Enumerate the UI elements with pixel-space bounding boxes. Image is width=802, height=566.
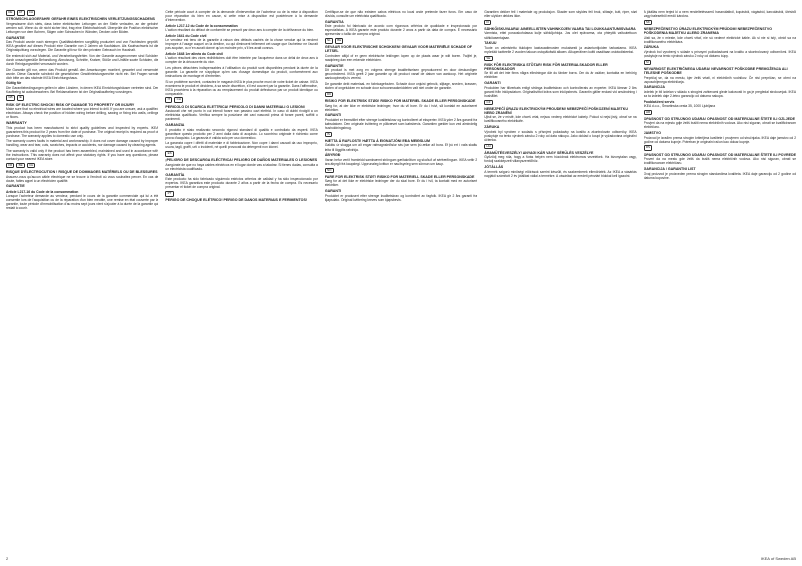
body-paragraph: Produkten har tillverkats enligt stränga kvalitetskrav och kontrollerats av experter. IKEA lämnar 2 års garanti från inköpsdatum. Originalkvittot krävs som inköpsbevis. Garantin gäller endast vid användning i hushållet. [484, 85, 637, 98]
text-column-2 [165, 10, 317, 550]
section-heading: RISK FÖR ELEKTRISKA STÖTAR! RISK FÖR MATERIALSKADOR ELLER PERSONSKADOR [484, 62, 608, 71]
text-column-4 [484, 10, 636, 550]
section-heading: ZÁRUKA [484, 125, 500, 130]
language-code-badge: IS [325, 132, 332, 138]
section-heading: JÓTÁLLÁS [484, 164, 504, 169]
body-paragraph: Il prodotto è stato realizzato secondo rigorosi standard di qualità e controllato da esperti. IKEA garantisce questo prodotto per 2 anni dalla data di acquisto. Lo scontrino originale è richiesto come prova d'acquisto. La garanzia è valida solo per uso domestico. [165, 127, 318, 140]
body-paragraph: Asegúrate de que no haya cables eléctricos en el lugar donde vas a taladrar. Si tienes dudas, consulta a un electricista cualificado. [165, 162, 318, 171]
text-column-5 [644, 10, 796, 550]
body-paragraph: Sørg for at det ikke er elektriske ledninger der du skal bore. Er du i tvil, ta kontakt med en autorisert elektriker. [324, 179, 478, 188]
language-code-badge: ES [165, 151, 173, 157]
body-paragraph: Sie erstreckt sich auf Material- und Verarbeitungsfehler. Von der Garantie ausgenommen sind Schäden durch unsachgemäße Behandlung, Abnutzung, Schnitte, Kratzer, Stöße und Unfälle sowie Schäden, die durch Reinigungsmittel verursacht wurden. [6, 53, 159, 67]
section-heading: ¡PELIGRO DE DESCARGA ELÉCTRICA! PELIGRO DE DAÑOS MATERIALES O LESIONES [165, 158, 318, 163]
body-paragraph: Les pièces détachées indispensables à l'utilisation du produit sont disponibles pendant la durée de la garantie. La garantie ne s'applique qu'en cas d'usage domestique du produit, conformément aux instructions de montage et d'entretien. [165, 65, 318, 79]
section-heading: GARANTIE [324, 63, 344, 68]
body-paragraph: Výrobok bol vyrobený v súlade s prísnymi požiadavkami na kvalitu a skontrolovaný odborníkmi. IKEA poskytuje na tento výrobok záruku 2 roky od dátumu kúpy. [643, 49, 797, 58]
body-paragraph: Este producto ha sido fabricado siguiendo estrictos criterios de calidad y ha sido inspeccionado por expertos. IKEA garantiza este producto durante 2 años a partir de la fecha de compra. Es necesario presentar el ticket de compra original. [165, 177, 318, 190]
section-heading: RISIKO FOR ELEKTRISK STØD! RISIKO FOR MATERIEL SKADE ELLER PERSONSKADE [324, 98, 476, 103]
body-paragraph: Izdelek je bil izdelan v skladu s strogimi zahtevami glede kakovosti in ga je pregledal strokovnjak. IKEA za ta izdelek daje 2-letno garancijo od datuma nakupa. [643, 89, 797, 98]
body-paragraph: IKEA d.o.o., Šmartinska cesta 35, 1000 Ljubljana [643, 103, 716, 108]
language-codes [6, 163, 158, 169]
body-paragraph: Vergewissere dich stets, dass keine elektrischen Leitungen an der Stelle verlaufen, an der gebohrt werden soll. Wenn du dir nicht sicher bist, frag eine Elektrofachkraft. Überprüfe die Position elektrischer Leitungen vor dem Bohren, Sägen oder Schrauben in Wänden, Decken oder Böden. [6, 21, 159, 34]
body-paragraph: A termék szigorú minőségi előírások szerint készült, és szakemberek ellenőrizték. Az IKEA a vásárlás napjától számított 2 év jótállást vállal a termékre. A vásárlást az eredeti pénztári blokkal kell igazolni. [484, 169, 637, 178]
language-code-badge: IT [165, 97, 172, 103]
language-code-badge: SE [484, 56, 492, 62]
section-heading: GARANTIA [324, 19, 344, 24]
language-codes [484, 144, 636, 150]
page-footer [6, 554, 796, 563]
body-paragraph: Gakktu úr skugga um að engar rafmagnsleiðslur séu þar sem þú ætlar að bora. Ef þú ert í vafa skaltu leita til löggilts rafvirkja. [324, 143, 478, 152]
subsection-heading: Article L217-16 du Code de la consommation [6, 189, 79, 194]
language-code-badge: PT [165, 191, 173, 197]
section-heading: GARANCIJA / GARANTNI LIST [643, 166, 696, 171]
section-heading: NEBEZPEČÍ ÚRAZU ELEKTRICKÝM PROUDEM! NEBEZPEČÍ POŠKOZENÍ MAJETKU NEBO ZRANĚNÍ [484, 106, 628, 115]
body-paragraph: L'action résultant du défaut de conformité se prescrit par deux ans à compter de la délivrance du bien. [165, 28, 315, 33]
language-code-badge: FI [484, 20, 491, 26]
body-paragraph: Le vendeur est tenu de la garantie à raison des défauts cachés de la chose vendue qui la rendent impropre à l'usage auquel on la destine, ou qui diminuent tellement cet usage que l'acheteur ne l'aurait pas acquise, ou n'en aurait donné qu'un moindre prix, s'il les avait connus. [165, 38, 318, 51]
language-codes [325, 168, 477, 174]
language-codes [484, 56, 636, 62]
body-paragraph: Proveri da na mestu gde želiš da bušiš nema električnih vodova. Ako nisi siguran, obrati se kvalifikovanom električaru. [643, 157, 797, 166]
section-heading: STROMSCHLAGGEFAHR! GEFAHR EINES ELEKTRISCHEN VERLETZUNGSSCHADENS [6, 17, 155, 22]
body-paragraph: Sørg for, at der ikke er elektriske ledninger, hvor du vil bore. Er du i tvivl, så kontakt en autoriseret elektriker. [324, 103, 478, 112]
language-codes [484, 100, 636, 106]
language-code-badge: NO [325, 168, 334, 174]
body-paragraph: Lorsque l'acheteur demande au vendeur, pendant le cours de la garantie commerciale qui lui a été consentie lors de l'acquisition ou de la réparation d'un bien meuble, une remise en état couverte par la garantie, toute période d'immobilisation d'au moins sept jours vient s'ajouter à la durée de la garantie qui restait à courir. [6, 193, 159, 211]
body-paragraph: Varmista, ettei porauskohdassa kulje sähköjohtoja. Jos olet epävarma, ota yhteyttä valtuutettuun sähköasentajaan. [484, 31, 637, 40]
body-paragraph: Assurez-vous qu'aucun câble électrique ne se trouve à l'endroit où vous souhaitez percer. En cas de doute, faites appel à un électricien qualifié. [6, 174, 159, 183]
body-paragraph: De garantie dekt materiaal- en fabricagefouten. Schade door onjuist gebruik, slijtage, sneden, krassen, stoten of ongelukken en schade door schoonmaakmiddelen valt niet onder de garantie. [324, 82, 478, 91]
body-paragraph: Certifique-se de que não existem cabos elétricos no local onde pretende fazer furos. Em caso de dúvida, consulte um eletricista qualificado. [324, 10, 478, 19]
language-code-badge: DE [6, 10, 15, 16]
section-heading: GARANTI [324, 188, 342, 193]
subsection-heading: Pooblaščeni servis [643, 99, 675, 104]
language-code-badge: SK [644, 20, 652, 26]
body-paragraph: The warranty is valid only if the product has been assembled, maintained and used in accordance with the instructions. This warranty does not affect your statutory rights. If you have any questions, please contact your nearest IKEA store. [6, 149, 159, 162]
body-paragraph: Prepričaj se, da na mestu, kjer želiš vrtati, ni električnih vodnikov. Če nisi prepričan, se obrni na usposobljenega električarja. [643, 75, 797, 84]
language-codes [6, 10, 158, 16]
section-heading: GARANTIE [6, 35, 25, 40]
page-number: 2 [6, 556, 9, 561]
language-codes [644, 60, 796, 66]
body-paragraph: Výrobek byl vyroben v souladu s přísnými požadavky na kvalitu a zkontrolován odborníky. IKEA poskytuje na tento výrobek záruku 2 roky od data nákupu. Jako doklad o koupi je vyžadována originální účtenka. [484, 129, 637, 142]
section-heading: GARANTI [324, 113, 342, 118]
language-codes [644, 20, 796, 26]
section-heading: GARANZIA [165, 123, 185, 127]
language-code-badge: BE [335, 38, 343, 44]
text-columns [6, 10, 796, 550]
body-paragraph: Assicurati che nel punto in cui intendi forare non passino cavi elettrici. In caso di dubbi rivolgiti a un elettricista qualificato. Verifica sempre la posizione dei cavi nascosti prima di forare pareti, soffitti o pavimenti. [165, 109, 318, 122]
section-heading: GARANTÍA [165, 172, 185, 177]
text-column-1 [6, 10, 158, 550]
language-codes [165, 191, 317, 197]
body-paragraph: Make sure that no electrical wires are located where you intend to drill. If you are unsure, ask a qualified electrician. Always check the position of hidden wiring before drilling, sawing or fixing into walls, ceilings or floors. [6, 107, 159, 120]
body-paragraph: Die Garantiebedingungen gelten in allen Ländern, in denen IKEA Einrichtungshäuser vertreten sind. Der Kaufbeleg ist aufzubewahren. Bei Reklamationen ist der Originalkaufbeleg vorzulegen. [6, 85, 159, 94]
section-heading: RISQUE D'ÉLECTROCUTION ! RISQUE DE DOMMAGES MATÉRIELS OU DE BLESSURES [6, 169, 158, 174]
language-codes [6, 95, 158, 101]
section-heading: GARANTI [484, 81, 501, 86]
section-heading: ÁBYRGÐ [324, 153, 341, 158]
section-heading: WARRANTY [6, 121, 27, 125]
section-heading: RISK OF ELECTRIC SHOCK! RISK OF DAMAGE TO PROPERTY OR INJURY [6, 102, 135, 107]
language-code-badge: HU [484, 144, 493, 150]
body-paragraph: Produktet er fremstillet efter strenge kvalitetskrav og kontrolleret af eksperter. IKEA yder 2 års garanti fra købsdatoen. Den originale kvittering er påkrævet som købsbevis. Garantien gælder kun ved almindelig husholdningsbrug. [324, 117, 478, 131]
section-heading: PERICOLO DI SCARICA ELETTRICA! PERICOLO DI DANNI MATERIALI O LESIONI [165, 104, 305, 109]
language-code-badge: BE [16, 163, 24, 169]
body-paragraph: Dit product is met zorg en volgens strenge kwaliteitseisen geproduceerd en door deskundigen gecontroleerd. IKEA geeft 2 jaar garantie op dit product vanaf de datum van aankoop. Het originele aankoopbewijs is vereist. [324, 68, 478, 81]
language-code-badge: AT [17, 10, 25, 16]
body-paragraph: Controleer altijd of er geen elektrische leidingen lopen op de plaats waar je wilt boren. Twijfel je, raadpleeg dan een erkende elektricien. [324, 53, 478, 63]
text-column-3 [325, 10, 477, 550]
body-paragraph: Se till att det inte finns några elledningar där du tänker borra. Om du är osäker, kontakta en behörig elektriker. [484, 71, 637, 80]
section-heading: HÆTTA Á RAFLOSTI! HÆTTA Á EIGNATJÓNI EÐA MEIÐSLUM [324, 138, 431, 143]
language-codes [165, 97, 317, 103]
body-paragraph: This product has been manufactured to strict quality guidelines and inspected by experts. IKEA guarantees this product for 2 years from the date of purchase. The original receipt is required as proof of purchase. The warranty applies to domestic use only. [6, 125, 159, 138]
body-paragraph: Győződj meg róla, hogy a fúrás helyén nem húzódnak elektromos vezetékek. Ha bizonytalan vagy, fordulj szakképzett villanyszerelőhöz. [484, 155, 637, 164]
section-heading: NEBEZPEČENSTVO ÚRAZU ELEKTRICKÝM PRÚDOM! NEBEZPEČENSTVO POŠKODENIA MAJETKU ALEBO ZRANENIA [643, 26, 773, 35]
section-heading: JAMSTVO [643, 131, 661, 136]
body-paragraph: Das Produkt wurde nach strengen Qualitätskriterien sorgfältig produziert und von Fachleuten geprüft. IKEA gewährt auf dieses Produkt eine Garantie von 2 Jahren ab Kaufdatum. Als Kaufnachweis ist die Originalquittung vorzulegen. Die Garantie gilt nur für den privaten Gebrauch im Haushalt. [6, 40, 159, 53]
language-code-badge: CH [27, 10, 36, 16]
body-paragraph: Die Garantie gilt nur, wenn das Produkt gemäß den Anweisungen montiert, gewartet und verwendet wurde. Diese Garantie schränkt die gesetzlichen Gewährleistungsrechte nicht ein. Bei Fragen wende dich bitte an das nächste IKEA Einrichtungshaus. [6, 67, 159, 80]
body-paragraph: Uisti sa, že v mieste, kde chceš vŕtať, nie sú vedené elektrické káble. Ak si nie si istý, obráť sa na kvalifikovaného elektrikára. [643, 35, 797, 44]
language-code-badge: CH [174, 97, 183, 103]
body-paragraph: Garantien dekker feil i materiale og produksjon. Skader som skyldes feil bruk, slitasje, kutt, riper, støt eller ulykker dekkes ikke. [484, 10, 637, 19]
section-heading: OPASNOST OD STRUJNOG UDARA! OPASNOST OD MATERIJALNE ŠTETE ILI OZLJEDE [643, 116, 795, 121]
language-codes [325, 132, 477, 138]
body-paragraph: Este produto foi fabricado de acordo com rigorosos critérios de qualidade e inspecionado por especialistas. A IKEA garante este produto durante 2 anos a partir da data de compra. É necessário apresentar o talão de compra original. [324, 24, 478, 37]
body-paragraph: Produktet er produsert etter strenge kvalitetskrav og kontrollert av fagfolk. IKEA gir 2 års garanti fra kjøpsdato. Original kvittering kreves som kjøpsbevis. [324, 193, 478, 202]
body-paragraph: Provjeri da na mjestu gdje želiš bušiti nema električnih vodova. Ako nisi siguran, obrati se kvalificiranom električaru. [643, 121, 797, 130]
body-paragraph: Cette période court à compter de la demande d'intervention de l'acheteur ou de la mise à disposition pour réparation du bien en cause, si cette mise à disposition est postérieure à la demande d'intervention. [165, 10, 318, 23]
body-paragraph: A jótállás nem terjed ki a nem rendeltetésszerű használatból, kopásból, vágásból, karcolásból, ütésből vagy balesetből eredő károkra. [643, 10, 797, 19]
body-paragraph: L'action résultant des vices rédhibitoires doit être intentée par l'acquéreur dans un délai de deux ans à compter de la découverte du vice. [165, 56, 318, 65]
language-code-badge: GB [6, 95, 15, 101]
section-heading: OPASNOST OD STRUJNOG UDARA! OPASNOST OD MATERIJALNE ŠTETE ILI POVREDE [643, 152, 796, 157]
language-codes [165, 151, 317, 157]
language-code-badge: NL [325, 38, 333, 44]
section-heading: ÁRAMÜTÉSVESZÉLY! ANYAGI KÁR VAGY SÉRÜLÉS VESZÉLYE [484, 150, 594, 155]
language-code-badge: CZ [484, 100, 492, 106]
language-code-badge: FR [6, 163, 14, 169]
language-code-badge: CH [27, 163, 36, 169]
language-codes [644, 145, 796, 151]
body-paragraph: Si un problème survient, contactez le magasin IKEA le plus proche muni de votre ticket de caisse. IKEA examinera le produit et décidera, à sa seule discrétion, s'il est couvert par la garantie. Dans l'affirmative, IKEA procédera à la réparation ou au remplacement du produit défectueux par un produit identique ou comparable. [165, 79, 318, 96]
body-paragraph: La garanzia copre i difetti di materiale e di fabbricazione. Non copre i danni causati da uso improprio, usura, tagli, graffi, urti o incidenti, né quelli provocati da detergenti non idonei. [165, 141, 318, 150]
subsection-heading: Gültig für [6, 81, 22, 86]
language-code-badge: SI [644, 60, 651, 66]
body-paragraph: Ujisti se, že v místě, kde chceš vrtat, nejsou vedeny elektrické kabely. Pokud si nejsi jistý, obrať se na kvalifikovaného elektrikáře. [484, 115, 637, 124]
language-codes [644, 110, 796, 116]
language-code-badge: IE [17, 95, 24, 101]
subsection-heading: Article 1641 du Code civil [165, 33, 207, 38]
section-heading: FARE FOR ELEKTRISK STØT! RISIKO FOR MATERIELL SKADE ELLER PERSONSKADE [324, 174, 475, 179]
section-heading: GEVAAR VOOR ELEKTRISCHE SCHOKKEN! GEVAAR VOOR MATERIËLE SCHADE OF LETSEL [324, 45, 472, 54]
language-code-badge: DK [325, 92, 334, 98]
language-codes [484, 20, 636, 26]
subsection-heading: Article L217-12 du Code de la consommation [165, 23, 238, 28]
section-heading: PERIGO DE CHOQUE ELÉTRICO! PERIGO DE DANOS MATERIAIS E FERIMENTOS! [165, 198, 308, 203]
language-codes [325, 38, 477, 44]
section-heading: ZÁRUKA [643, 45, 659, 50]
footer-company: IKEA of Sweden AB [760, 556, 796, 561]
section-heading: NEVARNOST ELEKTRIČNEGA UDARA! NEVARNOST POŠKODBE PREMOŽENJA ALI TELESNE POŠKODBE [643, 66, 788, 75]
subsection-heading: Article 1648 1er alinéa du Code civil [165, 51, 224, 56]
body-paragraph: Varan hefur verið framleidd samkvæmt ströngum gæðakröfum og skoðuð af sérfræðingum. IKEA veitir 2 ára ábyrgð frá kaupdegi. Upprunaleg kvittun er nauðsynleg sem sönnun um kaup. [324, 157, 478, 166]
language-code-badge: RS [644, 145, 653, 151]
section-heading: GARANTIE [6, 184, 25, 189]
body-paragraph: The warranty covers faults in material and workmanship. It does not cover damage caused by improper handling, wear and tear, cuts, scratches, impacts or accidents, nor damage caused by cleaning agents. [6, 139, 159, 148]
language-code-badge: HR [644, 110, 653, 116]
body-paragraph: Proizvod je izrađen prema strogim kriterijima kvalitete i provjeren od stručnjaka. IKEA daje jamstvo od 2 godine od datuma kupnje. Potreban je originalni račun kao dokaz kupnje. [643, 135, 797, 144]
body-paragraph: Tuote on valmistettu tiukkojen laatuvaatimusten mukaisesti ja asiantuntijoiden tarkastama. IKEA myöntää tuotteelle 2 vuoden takuun ostopäivästä alkaen. Alkuperäinen kuitti vaaditaan ostotodisteeksi. [484, 45, 637, 54]
body-paragraph: Ovaj proizvod je proizveden prema strogim standardima kvaliteta. IKEA daje garanciju od 2 godine od datuma kupovine. [643, 171, 797, 180]
section-heading: GARANCIJA [643, 85, 665, 90]
section-heading: TAKUU [484, 41, 497, 46]
section-heading: SÄHKÖISKUVAARA! AINEELLISTEN VAHINKOJEN VAARA TAI LOUKKAANTUMISVAARA [484, 26, 636, 31]
language-codes [325, 92, 477, 98]
